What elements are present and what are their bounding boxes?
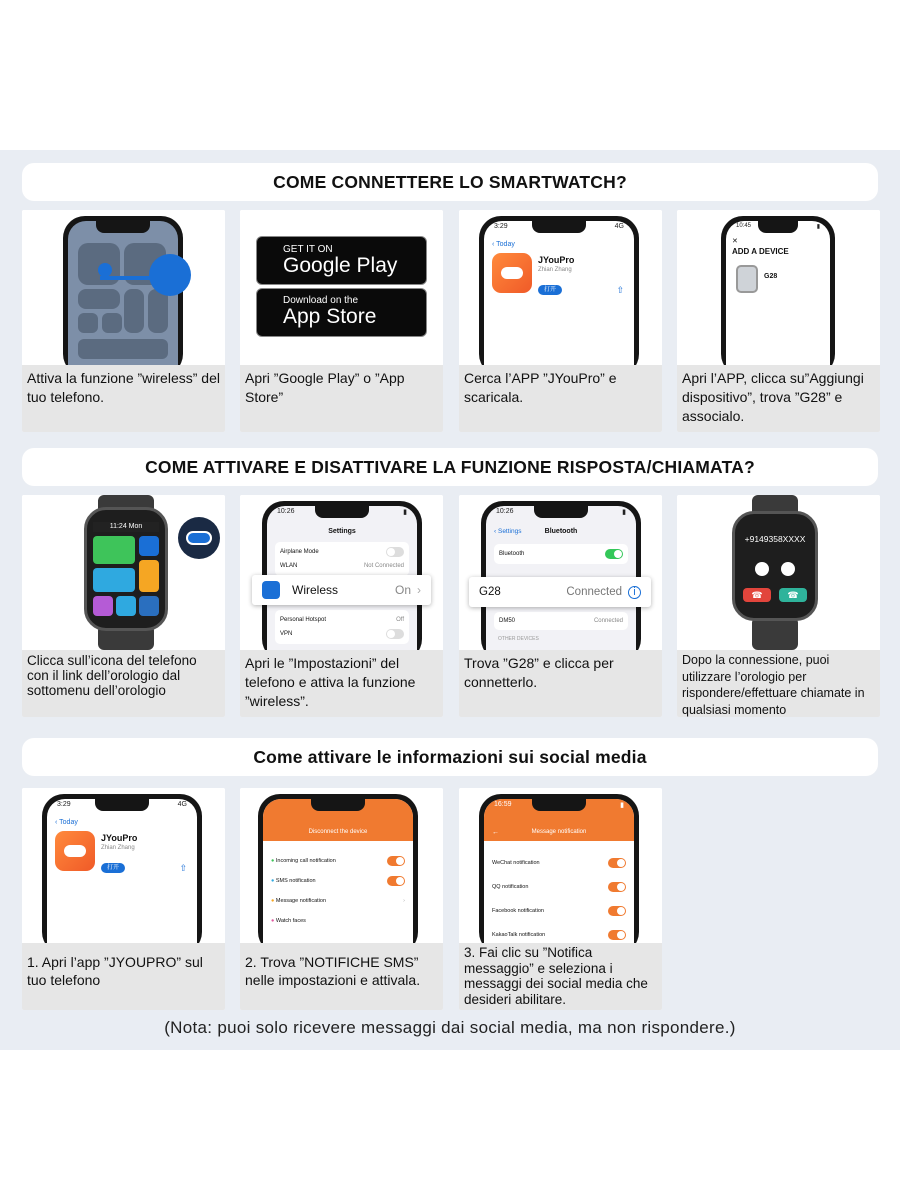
other-devices-header: OTHER DEVICES: [498, 636, 539, 642]
qq-toggle[interactable]: [608, 882, 626, 892]
g28-device-row[interactable]: [469, 577, 651, 607]
step-caption: Dopo la connessione, puoi utilizzare l’orologio per rispondere/effettuare chiamate in qualsiasi momento: [677, 650, 880, 717]
step-caption: 2. Trova ”NOTIFICHE SMS” nelle impostazioni e attivala.: [240, 943, 443, 1010]
watch-home-image: [22, 495, 225, 650]
phone-mockup: 10:26 ▮ Settings Airplane Mode WLAN Not Connected Personal Hotspot Off VPN: [262, 501, 422, 650]
message-icon[interactable]: [781, 562, 795, 576]
wechat-toggle[interactable]: [608, 858, 626, 868]
control-center-image: [22, 210, 225, 365]
decline-call-button[interactable]: ☎: [743, 588, 771, 602]
step-card-app-search: [459, 210, 662, 432]
open-app-button[interactable]: 打开: [101, 863, 125, 873]
watch-mockup: [84, 507, 168, 631]
open-app-button[interactable]: 打开: [538, 285, 562, 295]
app-icon: [492, 253, 532, 293]
settings-image: [240, 495, 443, 650]
phone-mockup: 3:29 4G ‹ Today JYouPro Zhian Zhang 打开 ⇧: [479, 216, 639, 365]
app-name: JYouPro: [538, 255, 575, 265]
answer-call-button[interactable]: ☎: [779, 588, 807, 602]
sms-label: SMS notification: [275, 878, 316, 884]
wireless-toggle-icon: [98, 263, 112, 277]
watch-call-image: [677, 495, 880, 650]
highlight-circle: [149, 254, 191, 296]
message-notification-image: [459, 788, 662, 943]
step-caption: Trova ”G28” e clicca per connetterlo.: [459, 650, 662, 717]
step-card-watch-call: [677, 495, 880, 717]
app-icon: [55, 831, 95, 871]
kakaotalk-toggle[interactable]: [608, 930, 626, 940]
vpn-label: VPN: [280, 631, 293, 637]
airplane-mode-toggle[interactable]: [386, 547, 404, 557]
watch-time: 11:24 Mon: [93, 522, 159, 532]
step-caption: Clicca sull’icona del telefono con il link dell’orologio dal sottomenu dell’orologio: [22, 650, 225, 717]
bluetooth-toggle[interactable]: [605, 549, 623, 559]
step-card-watch-phone: [22, 495, 225, 717]
sms-row: [271, 878, 316, 884]
close-icon[interactable]: ✕: [732, 238, 738, 245]
back-arrow-icon[interactable]: ←: [492, 829, 499, 836]
status-time: 10:26: [496, 508, 514, 515]
watch-faces-row[interactable]: [271, 918, 306, 924]
caller-number: +9149358XXXX: [744, 534, 806, 544]
phone-mockup: 10:45 ▮ ✕ ADD A DEVICE G28: [721, 216, 835, 365]
step-caption: 1. Apri l’app ”JYOUPRO” sul tuo telefono: [22, 943, 225, 1010]
app-store-small-text: Download on the: [283, 295, 359, 306]
g28-device-name: G28: [479, 586, 501, 598]
footnote: (Nota: puoi solo ricevere messaggi dai social media, ma non rispondere.): [164, 1018, 736, 1037]
wireless-row[interactable]: [252, 575, 431, 605]
bluetooth-label: Bluetooth: [499, 551, 525, 557]
step-card-store: [240, 210, 443, 432]
settings-title: Settings: [328, 528, 356, 535]
phone-icon: ●: [271, 858, 275, 864]
status-time: 10:45: [736, 223, 752, 229]
step-card-sms: [240, 788, 443, 1010]
watch-faces-label: Watch faces: [275, 918, 306, 924]
sms-icon: ●: [271, 878, 275, 884]
google-play-label: Google Play: [283, 254, 398, 277]
wlan-value: Not Connected: [363, 563, 404, 569]
hotspot-label: Personal Hotspot: [280, 617, 327, 623]
status-time: 10:26: [277, 508, 295, 515]
kakaotalk-label: KakaoTalk notification: [492, 932, 546, 938]
store-badges-image: [240, 210, 443, 365]
status-time: 3:29: [494, 223, 508, 230]
message-row[interactable]: [271, 898, 326, 904]
back-link[interactable]: Today: [59, 819, 78, 826]
incoming-call-row: [271, 858, 336, 864]
info-icon[interactable]: i: [628, 586, 641, 599]
message-notification-label: Message notification: [275, 898, 326, 904]
other-device-name[interactable]: DM50: [499, 618, 516, 624]
step-caption: Attiva la funzione ”wireless” del tuo telefono.: [22, 365, 225, 432]
app-developer: Zhian Zhang: [538, 267, 572, 273]
message-notification-title: Message notification: [531, 829, 587, 835]
step-caption: 3. Fai clic su ”Notifica messaggio” e seleziona i messaggi dei social media che desideri abilitare.: [459, 943, 662, 1010]
step-card-wireless: [22, 210, 225, 432]
phone-mockup: [258, 794, 418, 943]
step-card-add-device: [677, 210, 880, 432]
g28-connection-status: Connected: [566, 586, 622, 598]
wireless-icon: [262, 581, 280, 599]
bluetooth-title: Bluetooth: [544, 528, 578, 535]
status-time: 3:29: [57, 801, 71, 808]
disconnect-device-title[interactable]: Disconnect the device: [308, 829, 368, 835]
watch-thumbnail-icon: [736, 265, 758, 293]
qq-label: QQ notification: [492, 884, 529, 890]
add-device-image: [677, 210, 880, 365]
mute-icon[interactable]: [755, 562, 769, 576]
back-link[interactable]: Today: [496, 241, 515, 248]
phone-link-toggle-icon: [178, 517, 220, 559]
message-notification-icon: ●: [271, 898, 275, 904]
facebook-toggle[interactable]: [608, 906, 626, 916]
share-icon[interactable]: ⇧: [616, 285, 624, 295]
app-developer: Zhian Zhang: [101, 845, 135, 851]
app-store-label: App Store: [283, 305, 377, 328]
wechat-label: WeChat notification: [492, 860, 540, 866]
hotspot-value: Off: [396, 617, 404, 623]
step-caption: Apri le ”Impostazioni” del telefono e attiva la funzione ”wireless”.: [240, 650, 443, 717]
step-card-message-notification: [459, 788, 662, 1010]
incoming-call-toggle[interactable]: [387, 856, 405, 866]
bluetooth-image: [459, 495, 662, 650]
status-time: 16:59: [494, 801, 512, 808]
app-store-badge[interactable]: [256, 288, 427, 337]
app-listing-image: [459, 210, 662, 365]
phone-mockup: 10:26 ▮ ‹ Settings Bluetooth Bluetooth DM50 Connected OTHER DEVICES: [481, 501, 641, 650]
vpn-toggle[interactable]: [386, 629, 404, 639]
google-play-small-text: GET IT ON: [283, 244, 333, 255]
google-play-badge[interactable]: [256, 236, 427, 285]
facebook-label: Facebook notification: [492, 908, 544, 914]
wireless-value: On: [394, 583, 411, 597]
step-caption: Cerca l’APP ”JYouPro” e scaricala.: [459, 365, 662, 432]
add-device-title: ADD A DEVICE: [732, 247, 789, 256]
back-link[interactable]: Settings: [497, 528, 522, 535]
incoming-call-label: Incoming call notification: [275, 858, 336, 864]
other-device-status: Connected: [593, 618, 623, 624]
device-name[interactable]: G28: [764, 273, 778, 280]
step-card-bluetooth: [459, 495, 662, 717]
settings-app-icon[interactable]: [93, 568, 135, 592]
app-open-image: [22, 788, 225, 943]
sms-settings-image: [240, 788, 443, 943]
wlan-label: WLAN: [280, 563, 298, 569]
chevron-right-icon: ›: [403, 898, 405, 904]
chevron-right-icon: ›: [417, 583, 421, 597]
airplane-mode-label: Airplane Mode: [280, 549, 319, 555]
section-title-calls: COME ATTIVARE E DISATTIVARE LA FUNZIONE RISPOSTA/CHIAMATA?: [22, 448, 878, 486]
sms-toggle[interactable]: [387, 876, 405, 886]
share-icon[interactable]: ⇧: [179, 863, 187, 873]
wireless-label: Wireless: [292, 583, 339, 597]
call-app-icon[interactable]: [93, 536, 135, 564]
phone-mockup: 16:59 ▮ ← Message notification WeChat notification QQ notification Facebook notification KakaoTalk notification: [479, 794, 639, 943]
phone-mockup: 3:29 4G ‹ Today JYouPro Zhian Zhang 打开 ⇧: [42, 794, 202, 943]
step-caption: Apri ”Google Play” o ”App Store”: [240, 365, 443, 432]
watch-mockup: [732, 511, 818, 621]
step-card-open-app: [22, 788, 225, 1010]
app-name: JYouPro: [101, 833, 138, 843]
step-card-settings: [240, 495, 443, 717]
step-caption: Apri l’APP, clicca su”Aggiungi dispositivo”, trova ”G28” e associalo.: [677, 365, 880, 432]
section-title-connect: COME CONNETTERE LO SMARTWATCH?: [22, 163, 878, 201]
watch-faces-icon: ●: [271, 918, 275, 924]
section-title-social: Come attivare le informazioni sui social media: [22, 738, 878, 776]
